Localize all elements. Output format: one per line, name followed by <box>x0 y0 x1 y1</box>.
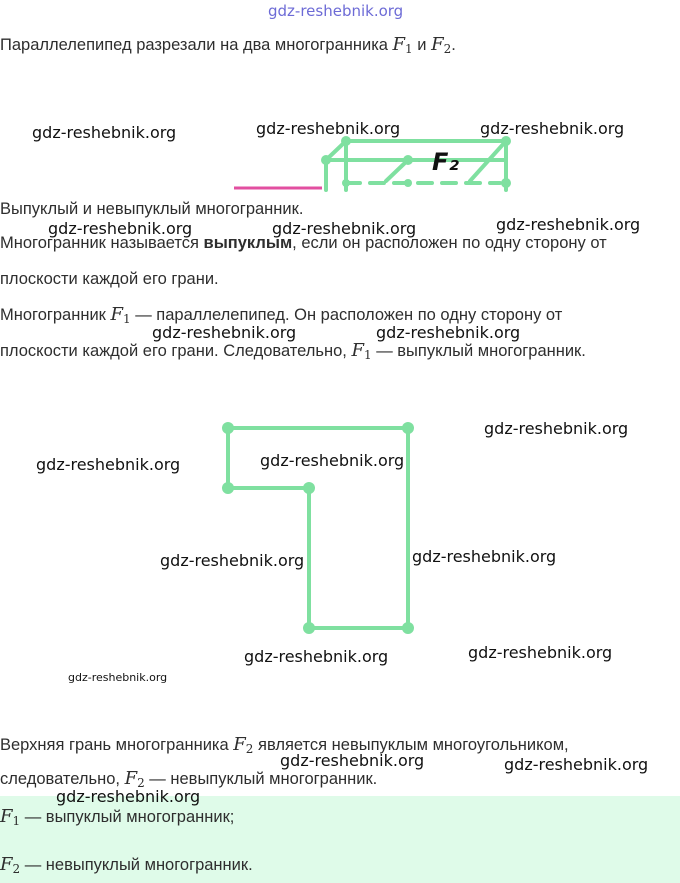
site-link[interactable]: gdz-reshebnik.org <box>268 2 404 20</box>
intro-lead: Параллелепипед разрезали на два многогранника <box>0 36 393 54</box>
topic-heading: Выпуклый и невыпуклый многогранник. <box>0 200 304 218</box>
watermark: gdz-reshebnik.org <box>376 323 521 342</box>
f1-para-line1: Многогранник $F_1$ — параллелепипед. Он расположен по одну сторону от <box>0 304 563 326</box>
f1-symbol: $F_1$ <box>392 34 413 56</box>
watermark: gdz-reshebnik.org <box>36 455 181 474</box>
f2-para-line2: следовательно, $F_2$ — невыпуклый многогранник. <box>0 768 378 790</box>
watermark: gdz-reshebnik.org <box>484 419 629 438</box>
f2-symbol: $F_2$ <box>431 34 452 56</box>
watermark: gdz-reshebnik.org <box>260 451 405 470</box>
watermark: gdz-reshebnik.org <box>272 219 417 238</box>
watermark: gdz-reshebnik.org <box>68 671 168 684</box>
watermark: gdz-reshebnik.org <box>244 647 389 666</box>
answer-line1: $F_1$ — выпуклый многогранник; <box>0 806 235 828</box>
watermark: gdz-reshebnik.org <box>32 123 177 142</box>
watermark: gdz-reshebnik.org <box>412 547 557 566</box>
watermark: gdz-reshebnik.org <box>56 787 201 806</box>
watermark: gdz-reshebnik.org <box>48 219 193 238</box>
definition-line1: Многогранник называется выпуклым, если он расположен по одну сторону от <box>0 234 607 252</box>
intro-and: и <box>412 36 432 54</box>
intro-text: Параллелепипед разрезали на два многогранника $F_1$ и $F_2$. <box>0 34 456 56</box>
f1-para-line2: плоскости каждой его грани. Следовательно, $F_1$ — выпуклый многогранник. <box>0 340 586 362</box>
watermark: gdz-reshebnik.org <box>468 643 613 662</box>
figure-f2-label: F₂ <box>432 148 459 176</box>
watermark: gdz-reshebnik.org <box>480 119 625 138</box>
definition-bold: выпуклым <box>203 234 293 252</box>
watermark: gdz-reshebnik.org <box>256 119 401 138</box>
answer-line2: $F_2$ — невыпуклый многогранник. <box>0 854 253 876</box>
top-figure <box>0 0 680 200</box>
watermark: gdz-reshebnik.org <box>504 755 649 774</box>
definition-line2: плоскости каждой его грани. <box>0 270 219 288</box>
watermark: gdz-reshebnik.org <box>280 751 425 770</box>
watermark: gdz-reshebnik.org <box>496 215 641 234</box>
watermark: gdz-reshebnik.org <box>160 551 305 570</box>
f2-para-line1: Верхняя грань многогранника $F_2$ является невыпуклым многоугольником, <box>0 734 569 756</box>
watermark: gdz-reshebnik.org <box>152 323 297 342</box>
